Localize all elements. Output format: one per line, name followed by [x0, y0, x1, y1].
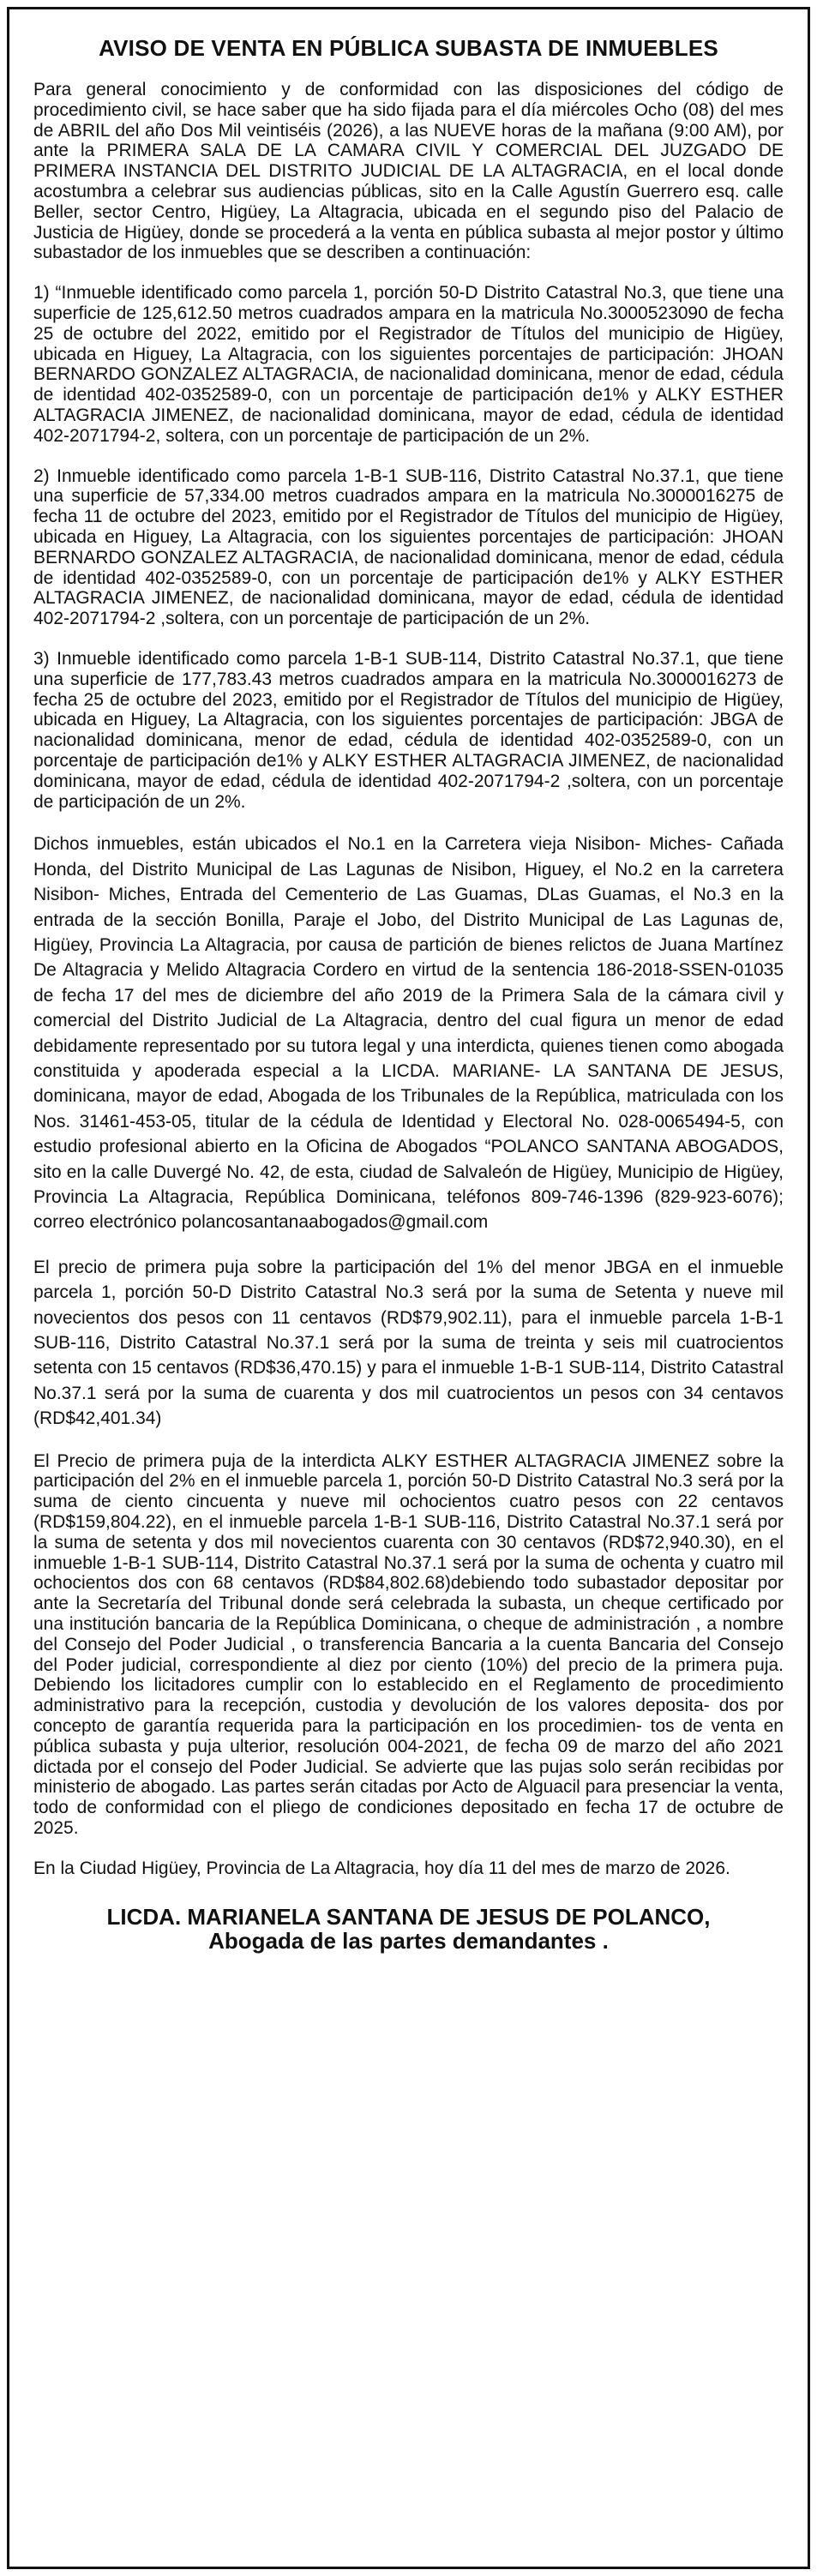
- property-2-paragraph: 2) Inmueble identificado como parcela 1-B-1 SUB-116, Distrito Catastral No.37.1, que tiene una superficie de 57,334.00 metros cuadrados ampara en la matricula No.3000016275 de fecha 11 de octubre del 2023, emitido por el Registrador de Títulos del municipio de Higüey, ubicada en Higuey, La Altagracia, con los siguientes porcentajes de participación: JHOAN BERNARDO GONZALEZ ALTAGRACIA, de nacionalidad dominicana, menor de edad, cédula de identidad 402-0352589-0, con un porcentaje de participación de1% y ALKY ESTHER ALTAGRACIA JIMENEZ, de nacionalidad dominicana, mayor de edad, cédula de identidad 402-2071794-2 ,soltera, con un porcentaje de participación de un 2%.: [33, 465, 784, 629]
- property-1-paragraph: 1) “Inmueble identificado como parcela 1, porción 50-D Distrito Catastral No.3, que tiene una superficie de 125,612.50 metros cuadrados ampara en la matricula No.3000523090 de fecha 25 de octubre del 2022, emitido por el Registrador de Títulos del municipio de Higüey, ubicada en Higuey, La Altagracia, con los siguientes porcentajes de participación: JHOAN BERNARDO GONZALEZ ALTAGRACIA, de nacionalidad dominicana, menor de edad, cédula de identidad 402-0352589-0, con un porcentaje de participación de1% y ALKY ESTHER ALTAGRACIA JIMENEZ, de nacionalidad dominicana, mayor de edad, cédula de identidad 402-2071794-2, soltera, con un porcentaje de participación de un 2%.: [33, 283, 784, 446]
- intro-paragraph: Para general conocimiento y de conformidad con las disposiciones del código de procedimiento civil, se hace saber que ha sido fijada para el día miércoles Ocho (08) del mes de ABRIL del año Dos Mil veintiséis (2026), a las NUEVE horas de la mañana (9:00 AM), por ante la PRIMERA SALA DE LA CAMARA CIVIL Y COMERCIAL DEL JUZGADO DE PRIMERA INSTANCIA DEL DISTRITO JUDICIAL DE LA ALTAGRACIA, en el local donde acostumbra a celebrar sus audiencias públicas, sito en la Calle Agustín Guerrero esq. calle Beller, sector Centro, Higüey, La Altagracia, ubicada en el segundo piso del Palacio de Justicia de Higüey, donde se procederá a la venta en pública subasta al mejor postor y último subastador de los inmuebles que se describen a continuación:: [33, 80, 784, 263]
- signature-role: Abogada de las partes demandantes .: [208, 1927, 609, 1954]
- notice-border-frame: [7, 7, 810, 2569]
- notice-title: AVISO DE VENTA EN PÚBLICA SUBASTA DE INMUEBLES: [99, 35, 718, 61]
- minor-price-paragraph: El precio de primera puja sobre la participación del 1% del menor JBGA en el inmueble parcela 1, porción 50-D Distrito Catastral No.3 será por la suma de Setenta y nueve mil novecientos dos pesos con 11 centavos (RD$79,902.11), para el inmueble parcela 1-B-1 SUB-116, Distrito Catastral No.37.1 será por la suma de treinta y seis mil cuatrocientos setenta con 15 centavos (RD$36,470.15) y para el inmueble 1-B-1 SUB-114, Distrito Catastral No.37.1 será por la suma de cuarenta y dos mil cuatrocientos un pesos con 34 centavos (RD$42,401.34): [33, 1257, 784, 1429]
- property-3-paragraph: 3) Inmueble identificado como parcela 1-B-1 SUB-114, Distrito Catastral No.37.1, que tiene una superficie de 177,783.43 metros cuadrados ampara en la matricula No.3000016273 de fecha 25 de octubre del 2023, emitido por el Registrador de Títulos del municipio de Higüey, ubicada en Higuey, La Altagracia, con los siguientes porcentajes de participación: JBGA de nacionalidad dominicana, menor de edad, cédula de identidad 402-0352589-0, con un porcentaje de participación de1% y ALKY ESTHER ALTAGRACIA JIMENEZ, de nacionalidad dominicana, mayor de edad, cédula de identidad 402-2071794-2 ,soltera, con un porcentaje de participación de un 2%.: [33, 648, 784, 812]
- location-paragraph: Dichos inmuebles, están ubicados el No.1 en la Carretera vieja Nisibon- Miches- Cañada Honda, del Distrito Municipal de Las Lagunas de Nisibon, Higuey, el No.2 en la carretera Nisibon- Miches, Entrada del Cementerio de Las Guamas, DLas Guamas, el No.3 en la entrada de la sección Bonilla, Paraje el Jobo, del Distrito Municipal de Las Lagunas de, Higüey, Provincia La Altagracia, por causa de partición de bienes relictos de Juana Martínez De Altagracia y Melido Altagracia Cordero en virtud de la sentencia 186-2018-SSEN-01035 de fecha 17 del mes de diciembre del año 2019 de la Primera Sala de la cámara civil y comercial del Distrito Judicial de La Altagracia, dentro del cual figura un menor de edad debidamente representado por su tutora legal y una interdicta, quienes tienen como abogada constituida y apoderada especial a la LICDA. MARIANE- LA SANTANA DE JESUS, dominicana, mayor de edad, Abogada de los Tribunales de la República, matriculada con los Nos. 31461-453-05, titular de la cédula de Identidad y Electoral No. 028-0065494-5, con estudio profesional abierto en la Oficina de Abogados “POLANCO SANTANA ABOGADOS, sito en la calle Duvergé No. 42, de esta, ciudad de Salvaleón de Higüey, Municipio de Higüey, Provincia La Altagracia, República Dominicana, teléfonos 809-746-1396 (829-923-6076); correo electrónico polancosantanaabogados@gmail.com: [33, 834, 784, 1233]
- date-paragraph: En la Ciudad Higüey, Provincia de La Altagracia, hoy día 11 del mes de marzo de 2026.: [33, 1858, 730, 1878]
- signature-block: [33, 1905, 784, 1953]
- interdicted-price-paragraph: El Precio de primera puja de la interdicta ALKY ESTHER ALTAGRACIA JIMENEZ sobre la participación del 2% en el inmueble parcela 1, porción 50-D Distrito Catastral No.3 será por la suma de ciento cincuenta y nueve mil ochocientos cuatro pesos con 22 centavos (RD$159,804.22), en el inmueble parcela 1-B-1 SUB-116, Distrito Catastral No.37.1 será por la suma de setenta y dos mil novecientos cuarenta con 30 centavos (RD$72,940.30), en el inmueble 1-B-1 SUB-114, Distrito Catastral No.37.1 será por la suma de ochenta y cuatro mil ochocientos dos con 68 centavos (RD$84,802.68)debiendo todo subastador depositar por ante la Secretaría del Tribunal donde será celebrada la subasta, un cheque certificado por una institución bancaria de la República Dominicana, o cheque de administración , a nombre del Consejo del Poder Judicial , o transferencia Bancaria a la cuenta Bancaria del Consejo del Poder judicial, correspondiente al diez por ciento (10%) del precio de la primera puja. Debiendo los licitadores cumplir con lo establecido en el Reglamento de procedimiento administrativo para la recepción, custodia y devolución de los valores deposita- dos por concepto de garantía requerida para la participación en los procedimien- tos de venta en pública subasta y puja ulterior, resolución 004-2021, de fecha 09 de marzo del año 2021 dictada por el consejo del Poder Judicial. Se advierte que las pujas solo serán recibidas por ministerio de abogado. Las partes serán citadas por Acto de Alguacil para presenciar la venta, todo de conformidad con el pliego de condiciones depositado en fecha 17 de octubre de 2025.: [33, 1450, 784, 1838]
- signature-name: LICDA. MARIANELA SANTANA DE JESUS DE POLANCO,: [106, 1903, 711, 1930]
